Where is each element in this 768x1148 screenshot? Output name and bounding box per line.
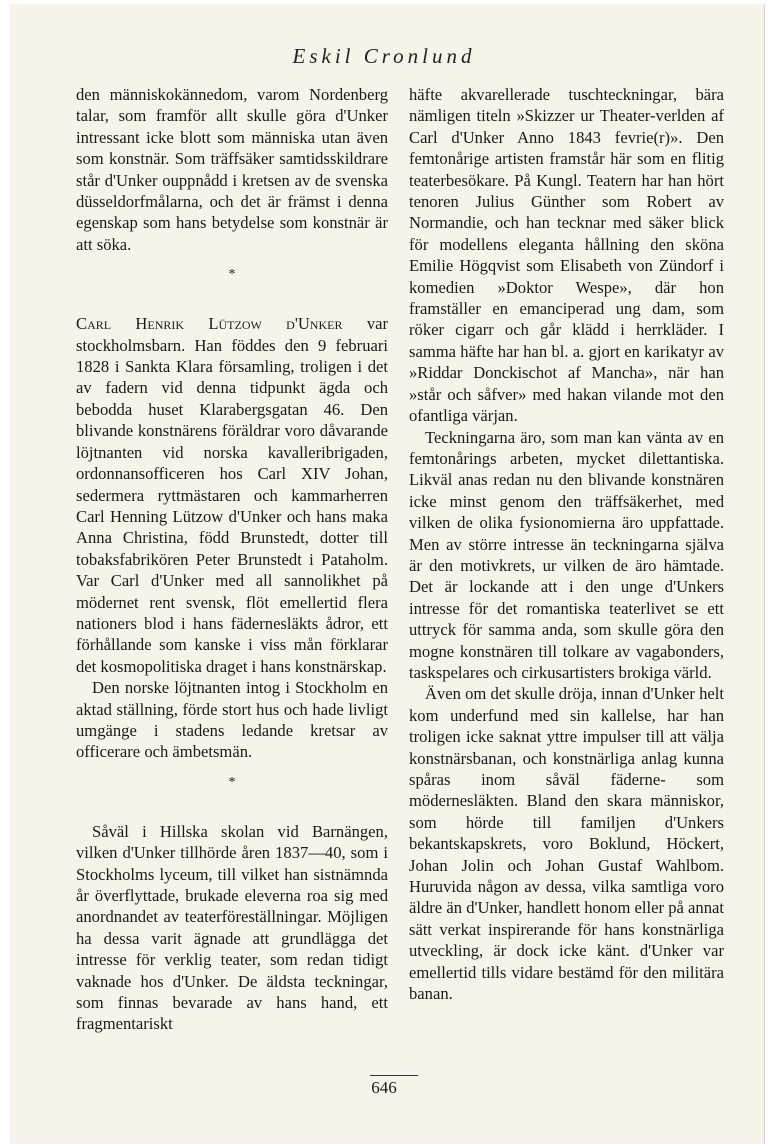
section-separator: * <box>228 774 236 790</box>
running-title: Eskil Cronlund <box>292 44 476 68</box>
paragraph: Även om det skulle dröja, innan d'Unker helt kom underfund med sin kallelse, har han troligen icke saknat yttre impulser till att välja konstnärsbanan, och konstnärliga anlag kunna spåras inom såväl fäderne- som mödernesläkten. Bland den skara människor, som hörde till familjen d'Unkers bekantskapskrets, voro Boklund, Höckert, Johan Jolin och Johan Gustaf Wahlbom. Huruvida någon av dessa, vilka samtliga voro äldre än d'Unker, handlett honom eller på annat sätt verkat inspirerande för hans konstnärliga utveckling, är dock icke känt. d'Unker var emellertid tills vidare bestämd för den militära banan. <box>409 684 724 1004</box>
section-separator: * <box>228 267 236 283</box>
paragraph: Teckningarna äro, som man kan vänta av en femtonårings arbeten, mycket dilettantiska. Likväl anas redan nu den blivande konstnären icke minst genom den träffsäkerhet, med vilken de olika fysionomierna äro uppfattade. Men av större intresse än teckningarna själva är den motivkrets, ur vilken de äro hämtade. Det är lockande att i den unge d'Unkers intresse för det romantiska teaterlivet se ett uttryck för samma anda, som skulle göra den mogne konstnären till tolkare av vagabonders, taskspelares och cirkusartisters brokiga värld. <box>409 427 724 682</box>
page-number: 646 <box>371 1078 397 1097</box>
paragraph: Såväl i Hillska skolan vid Barnängen, vilken d'Unker tillhörde åren 1837—40, som i Stockholms lyceum, till vilket han sistnämnda år överflyttade, brukade eleverna roa sig med anordnandet av teaterföreställningar. Möjligen ha dessa varit ägnade att grundlägga det intresse för verklig teater, som redan tidigt vaknade hos d'Unker. De äldsta teckningar, som finnas bevarade av hans hand, ett fragmentariskt <box>76 821 388 1034</box>
person-name: Carl Henrik Lützow d'Unker <box>76 314 343 334</box>
folio-rule <box>370 1075 418 1076</box>
left-column <box>76 84 388 1035</box>
paragraph: häfte akvarellerade tuschteckningar, bära nämligen titeln »Skizzer ur Theater-verlden af Carl d'Unker Anno 1843 fevrie(r)». Den femtonårige artisten framstår här som en flitig teaterbesökare. På Kungl. Teatern har han hört tenoren Julius Günther som Robert av Normandie, och han tecknar med säker blick för modellens eleganta hållning den sköna Emilie Högqvist som Elisabeth von Zündorf i komedien »Doktor Wespe», där hon framställer en emanciperad ung dam, som röker cigarr och går klädd i herrkläder. I samma häfte har han bl. a. gjort en karikatyr av »Riddar Donckischot af Mancha», när han »står och såfver» med hakan vilande mot den ofantliga värjan. <box>409 85 724 426</box>
right-column <box>409 84 724 1004</box>
paragraph: Den norske löjtnanten intog i Stockholm en aktad ställning, förde stort hus och hade livligt umgänge i stadens ledande kretsar av officerare och ämbetsmän. <box>76 678 388 762</box>
paragraph-text: var stockholmsbarn. Han föddes den 9 februari 1828 i Sankta Klara församling, troligen i det av fadern vid denna tidpunkt ägda och bebodda huset Klarabergsgatan 46. Den blivande konstnärens föräldrar voro dåvarande löjtnanten vid norska kavalleribrigaden, ordonnansofficeren hos Carl XIV Johan, sedermera ryttmästaren och kammarherren Carl Henning Lützow d'Unker och hans maka Anna Christina, född Brunstedt, dotter till tobaksfabrikören Peter Brunstedt i Pataholm. Var Carl d'Unker med all sannolikhet på mödernet rent svensk, flöt emellertid flera nationers blod i hans fädernesläkts ådror, ett förhållande som kanske i viss mån förklarar det kosmopolitiska draget i hans konstnärskap. <box>76 314 389 676</box>
paragraph <box>76 313 388 677</box>
paragraph: den människokännedom, varom Nordenberg talar, som framför allt skulle göra d'Unker intressant icke blott som människa utan även som konstnär. Som träffsäker samtidsskildrare står d'Unker ouppnådd i kretsen av de svenska düsseldorfmålarna, och det är främst i denna egenskap som hans betydelse som konstnär är att söka. <box>76 85 388 254</box>
